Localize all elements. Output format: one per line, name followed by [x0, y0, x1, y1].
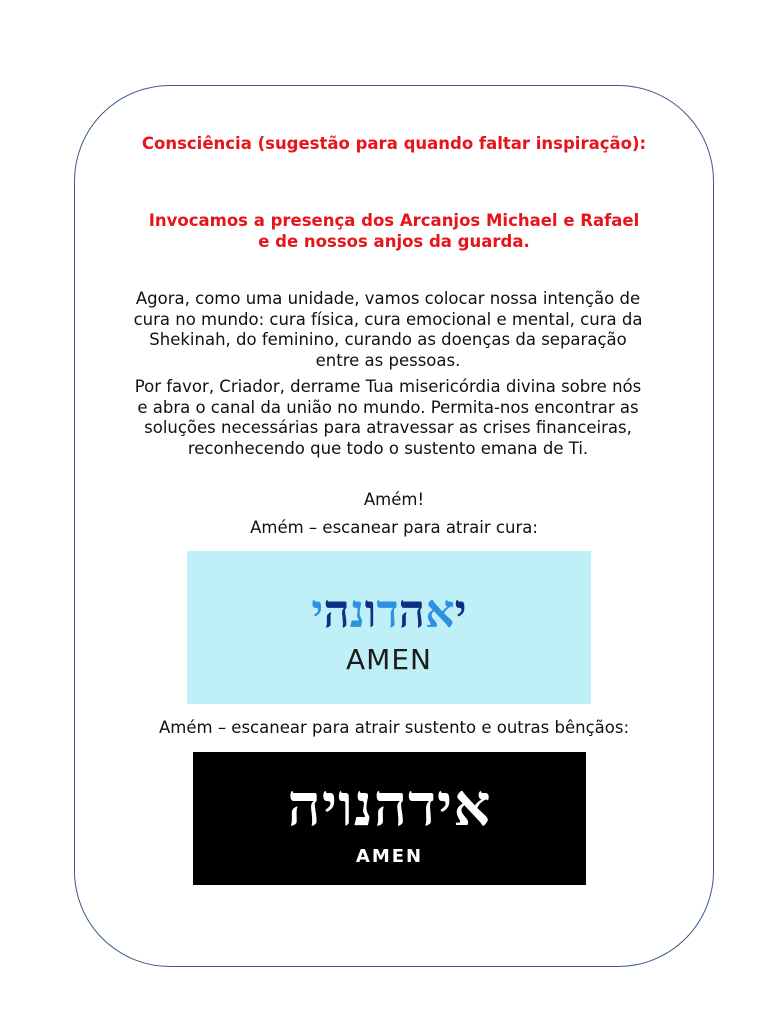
amen-sustenance-card [193, 752, 586, 885]
caption-sustenance: Amém – escanear para atrair sustento e outras bênçãos: [158, 718, 630, 737]
hebrew-letter: א [425, 584, 455, 638]
amen-healing-card [187, 551, 591, 704]
amen-line: Amém! [363, 490, 425, 509]
hebrew-letter: ה [398, 584, 426, 638]
heading-invocation: Invocamos a presença dos Arcanjos Michael e Rafael e de nossos anjos da guarda. [148, 211, 640, 251]
heading-consciousness: Consciência (sugestão para quando faltar inspiração): [141, 134, 647, 153]
hebrew-name-text [311, 585, 466, 637]
hebrew-name-text: אידהנויה [287, 771, 492, 839]
amen-label: AMEN [346, 643, 432, 676]
caption-healing: Amém – escanear para atrair cura: [250, 518, 538, 537]
hebrew-letter: י [454, 584, 467, 638]
paragraph-healing-intention: Agora, como uma unidade, vamos colocar nossa intenção de cura no mundo: cura física, cura emocional e mental, cura da Shekinah, do feminino, curando as doenças da separação entre as pessoas. [133, 289, 643, 370]
hebrew-letter: ד [376, 584, 399, 638]
paragraph-prayer: Por favor, Criador, derrame Tua misericórdia divina sobre nós e abra o canal da união no mundo. Permita-nos encontrar as soluções necessárias para atravessar as crises financeiras, reconhecendo que todo o sustento emana de Ti. [134, 377, 642, 458]
hebrew-letter: י [311, 584, 324, 638]
hebrew-letter: נ [349, 584, 365, 638]
hebrew-letter: ה [323, 584, 350, 638]
hebrew-letters [311, 584, 466, 638]
amen-label: AMEN [355, 846, 424, 867]
hebrew-letter: ו [364, 584, 377, 638]
